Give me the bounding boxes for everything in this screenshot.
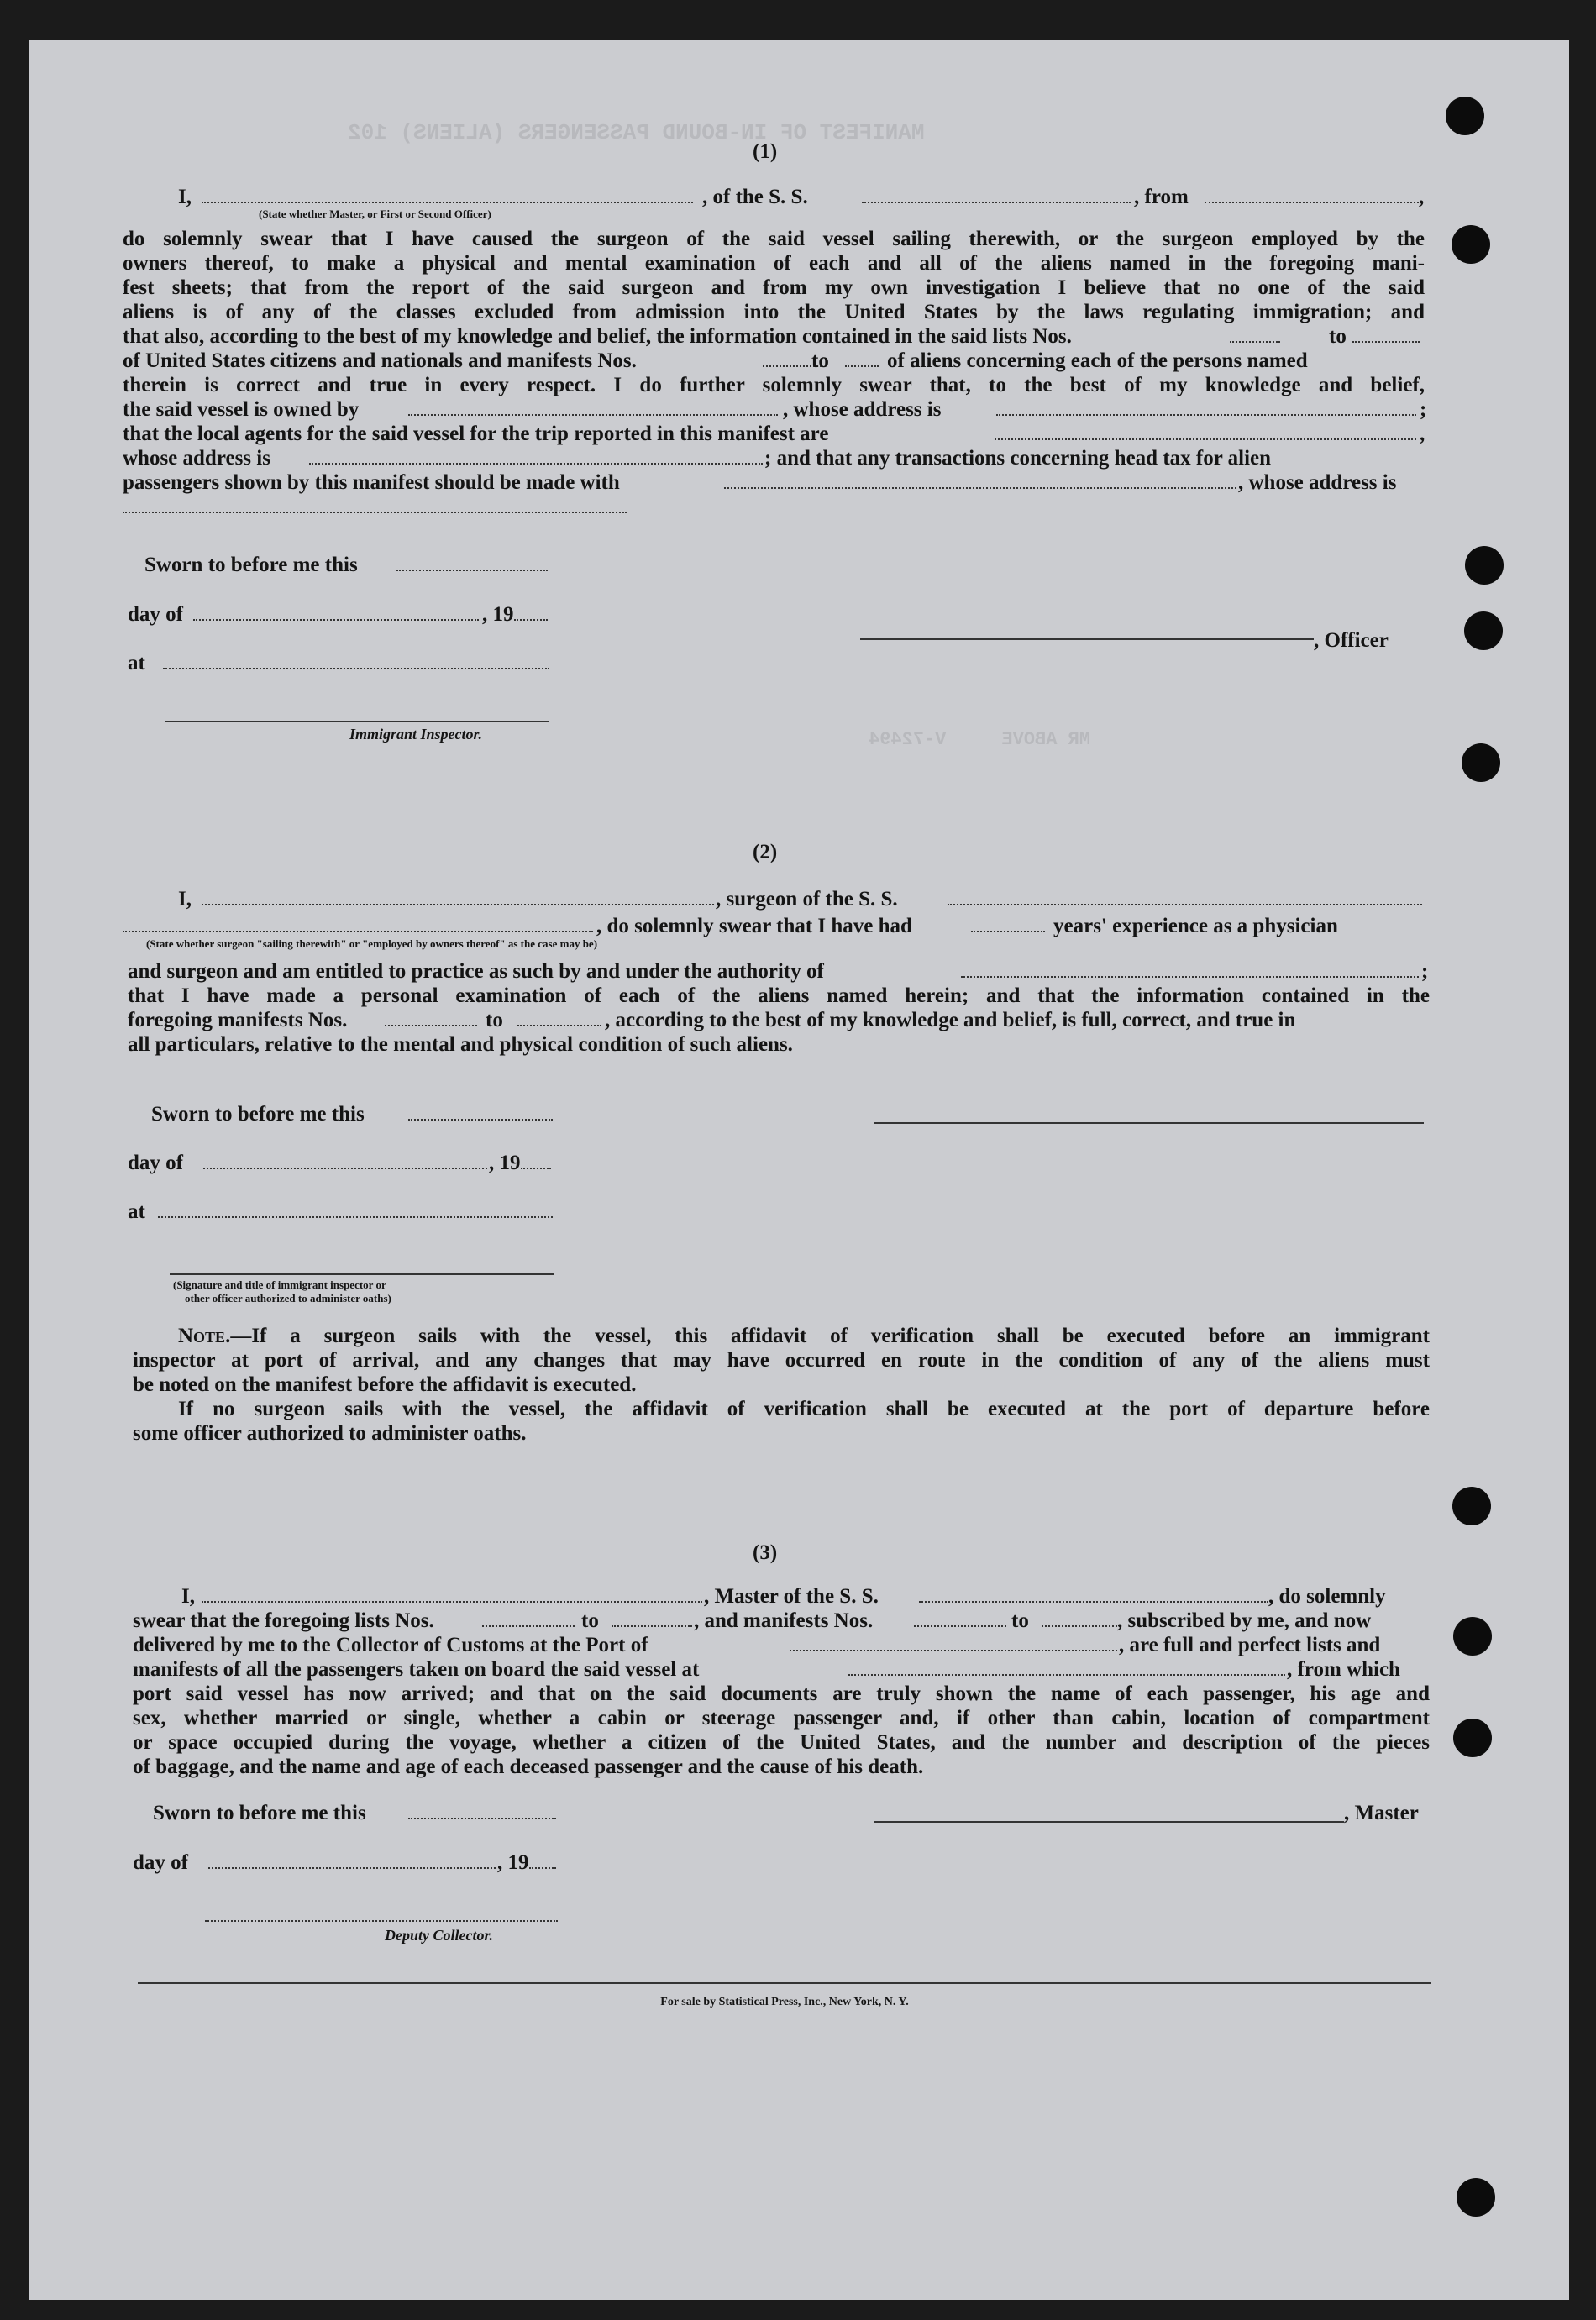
s1-para-line-10b: ; and that any transactions concerning head tax for alien <box>764 447 1272 470</box>
s1-from-field[interactable]: , <box>1205 185 1424 209</box>
s1-owner-field[interactable] <box>408 397 778 422</box>
s1-para-line-10a: whose address is <box>123 447 270 470</box>
s3-year-field[interactable] <box>529 1850 556 1875</box>
s3-vessel-field[interactable] <box>919 1584 1268 1609</box>
s1-at-field[interactable] <box>163 651 549 675</box>
punch-hole <box>1465 546 1504 585</box>
s1-day-field[interactable] <box>193 602 479 627</box>
note-line-2: inspector at port of arrival, and any changes that may have occurred en route in the condition of any of the aliens must <box>133 1349 1430 1372</box>
s3-line-6: sex, whether married or single, whether a cabin or steerage passenger and, if other than cabin, location of compartment <box>133 1707 1430 1730</box>
s1-agents-address-field[interactable] <box>309 446 763 470</box>
s3-master-of-label: , Master of the S. S. <box>704 1585 879 1608</box>
s1-manifest-to-label: to <box>811 349 829 372</box>
s2-at-label: at <box>128 1200 145 1223</box>
punch-hole <box>1452 225 1490 264</box>
s1-para-line-8b: , whose address is <box>783 398 942 421</box>
s2-line-5a: foregoing manifests Nos. <box>128 1009 348 1031</box>
s1-para-line-9b: , <box>1420 423 1425 445</box>
s3-line-4a: manifests of all the passengers taken on board the said vessel at <box>133 1658 700 1681</box>
punch-hole <box>1446 97 1484 135</box>
s2-sig-note-1: (Signature and title of immigrant inspector or <box>173 1278 386 1291</box>
s1-headtax-field[interactable] <box>724 470 1236 495</box>
s2-surgeon-name-field[interactable] <box>202 887 714 911</box>
s3-embark-port-field[interactable] <box>848 1657 1285 1682</box>
s1-year-field[interactable] <box>514 602 548 627</box>
s2-manifest-from-field[interactable] <box>385 1008 477 1032</box>
s3-line-7: or space occupied during the voyage, whether a citizen of the United States, and the number and description of the pieces <box>133 1731 1430 1754</box>
s2-sworn-field[interactable] <box>408 1102 553 1126</box>
s1-agents-field[interactable] <box>995 422 1416 446</box>
s2-vessel-field[interactable] <box>948 887 1422 911</box>
s1-of-ss-label: , of the S. S. <box>702 186 808 208</box>
punch-hole <box>1457 2178 1495 2217</box>
s1-para-line-1: do solemnly swear that I have caused the surgeon of the said vessel sailing therewith, or the surgeon employed by the <box>123 228 1425 250</box>
s1-headtax-address-field[interactable] <box>123 495 627 519</box>
s2-manifest-to-label: to <box>486 1009 503 1031</box>
s1-lists-to-label: to <box>1329 325 1347 348</box>
s3-manifest-from-field[interactable] <box>914 1609 1006 1633</box>
s3-day-field[interactable] <box>208 1850 496 1875</box>
s3-line-3b: , are full and perfect lists and <box>1119 1634 1381 1656</box>
s1-sworn-field[interactable] <box>396 553 548 577</box>
s2-inspector-signature-line[interactable] <box>170 1273 554 1275</box>
s1-para-line-9a: that the local agents for the said vessel for the trip reported in this manifest are <box>123 423 829 445</box>
s3-line-2e: , subscribed by me, and now <box>1117 1609 1372 1632</box>
s3-line-4b: , from which <box>1287 1658 1400 1681</box>
s3-i: I, <box>181 1585 195 1608</box>
s2-surgeon-of-label: , surgeon of the S. S. <box>716 888 898 911</box>
s3-year-label: , 19 <box>497 1851 529 1874</box>
s1-para-line-7: therein is correct and true in every respect. I do further solemnly swear that, to the best of my knowledge and belief, <box>123 374 1425 396</box>
s1-owner-address-field[interactable] <box>996 397 1416 422</box>
s3-line-3a: delivered by me to the Collector of Customs at the Port of <box>133 1634 648 1656</box>
s3-line-8: of baggage, and the name and age of each deceased passenger and the cause of his death. <box>133 1756 924 1778</box>
s3-master-label: , Master <box>1344 1802 1419 1824</box>
s3-line-2a: swear that the foregoing lists Nos. <box>133 1609 434 1632</box>
s1-para-line-11b: , whose address is <box>1238 471 1397 494</box>
s3-collector-signature-line[interactable] <box>205 1920 558 1922</box>
note-line-1: Note.—If a surgeon sails with the vessel, this affidavit of verification shall be executed before an immigrant <box>178 1325 1430 1347</box>
s2-sworn-label: Sworn to before me this <box>151 1103 365 1126</box>
s2-line-4: that I have made a personal examination of each of the aliens named herein; and that the information contained in the <box>128 984 1430 1007</box>
s2-line-6: all particulars, relative to the mental and physical condition of such aliens. <box>128 1033 793 1056</box>
s2-authority-field[interactable] <box>961 959 1419 984</box>
note-line-4: If no surgeon sails with the vessel, the affidavit of verification shall be executed at the port of departure before <box>178 1398 1430 1420</box>
s1-para-line-3: fest sheets; that from the report of the said surgeon and from my own investigation I believe that no one of the said <box>123 276 1425 299</box>
s1-officer-label: , Officer <box>1314 629 1389 652</box>
footer-printer-credit: For sale by Statistical Press, Inc., New York, N. Y. <box>660 1996 909 2008</box>
s1-inspector-signature-line[interactable] <box>165 721 549 722</box>
s1-para-line-4: aliens is of any of the classes excluded from admission into the United States by the laws regulating immigration; and <box>123 301 1425 323</box>
punch-hole <box>1453 1617 1492 1656</box>
s2-sig-note-2: other officer authorized to administer oaths) <box>185 1292 391 1304</box>
s2-i: I, <box>178 888 192 911</box>
s2-surgeon-note: (State whether surgeon "sailing therewith" or "employed by owners thereof" as the case may be) <box>146 937 598 950</box>
s1-para-line-6a: of United States citizens and nationals and manifests Nos. <box>123 349 637 372</box>
manifest-verification-page <box>29 40 1569 2300</box>
punch-hole <box>1462 743 1500 782</box>
s3-lists-to-label: to <box>581 1609 599 1632</box>
s2-day-label: day of <box>128 1152 183 1174</box>
s2-day-field[interactable] <box>203 1151 487 1175</box>
s2-surgeon-signature-line[interactable] <box>874 1122 1424 1124</box>
s3-manifest-to-label: to <box>1011 1609 1029 1632</box>
punch-hole <box>1452 1487 1491 1525</box>
s1-officer-signature-line[interactable] <box>860 638 1314 640</box>
s3-day-label: day of <box>133 1851 188 1874</box>
s1-lists-to-field[interactable] <box>1352 324 1420 349</box>
s1-line-1 <box>178 185 192 209</box>
s1-inspector-label: Immigrant Inspector. <box>349 726 483 743</box>
s3-sworn-field[interactable] <box>408 1801 556 1825</box>
punch-hole <box>1464 611 1503 650</box>
s1-para-line-11a: passengers shown by this manifest should be made with <box>123 471 620 494</box>
s2-year-label: , 19 <box>489 1152 521 1174</box>
s1-from-label: , from <box>1134 186 1189 208</box>
s3-master-signature-line[interactable] <box>874 1821 1344 1823</box>
s3-collector-label: Deputy Collector. <box>385 1927 493 1944</box>
s2-year-field[interactable] <box>521 1151 551 1175</box>
s2-experience-label: years' experience as a physician <box>1053 915 1338 937</box>
s1-at-label: at <box>128 652 145 674</box>
s1-vessel-field[interactable] <box>862 185 1131 209</box>
bleed-through-mid: MR ABOVE V-72494 <box>869 729 1091 750</box>
s1-para-line-5: that also, according to the best of my knowledge and belief, the information contained in the said lists Nos. <box>123 325 1072 348</box>
s3-lists-from-field[interactable] <box>482 1609 575 1633</box>
punch-hole <box>1453 1719 1492 1757</box>
s1-lists-from-field[interactable] <box>1230 324 1280 349</box>
section-2-number: (2) <box>753 841 778 863</box>
note-label: Note. <box>178 1325 231 1347</box>
section-3-number: (3) <box>753 1541 778 1564</box>
s2-line-3b: ; <box>1421 960 1429 983</box>
s2-manifest-to-field[interactable] <box>517 1008 601 1032</box>
s2-surgeon-type-field[interactable] <box>123 914 593 938</box>
s1-year-label: , 19 <box>482 603 514 626</box>
s1-i: I, <box>178 186 192 208</box>
s3-line-5: port said vessel has now arrived; and that on the said documents are truly shown the name of each passenger, his age and <box>133 1682 1430 1705</box>
section-1-number: (1) <box>753 140 778 163</box>
s3-manifest-to-field[interactable] <box>1042 1609 1117 1633</box>
s3-line-1c: , do solemnly <box>1268 1585 1386 1608</box>
note-line-3: be noted on the manifest before the affidavit is executed. <box>133 1373 637 1396</box>
footer-rule <box>138 1982 1431 1984</box>
s1-sworn-label: Sworn to before me this <box>144 554 358 576</box>
s2-swear-label: , do solemnly swear that I have had <box>596 915 912 937</box>
s2-years-field[interactable] <box>971 914 1045 938</box>
s1-para-line-6c: of aliens concerning each of the persons named <box>887 349 1308 372</box>
s3-port-field[interactable] <box>790 1633 1117 1657</box>
s1-officer-note: (State whether Master, or First or Second Officer) <box>259 207 491 220</box>
s1-officer-field[interactable] <box>202 185 693 209</box>
s3-master-name-field[interactable] <box>202 1584 702 1609</box>
s1-day-label: day of <box>128 603 183 626</box>
s3-line-2c: , and manifests Nos. <box>694 1609 874 1632</box>
bleed-through-header: MANIFEST OF IN-BOUND PASSENGERS (ALIENS) 102 <box>348 120 925 145</box>
s2-line-3a: and surgeon and am entitled to practice as such by and under the authority of <box>128 960 824 983</box>
s3-sworn-label: Sworn to before me this <box>153 1802 366 1824</box>
s2-at-field[interactable] <box>158 1199 553 1224</box>
s3-lists-to-field[interactable] <box>612 1609 692 1633</box>
s1-para-line-2: owners thereof, to make a physical and mental examination of each and all of the aliens named in the foregoing mani- <box>123 252 1425 275</box>
s1-para-line-8c: ; <box>1420 398 1427 421</box>
note-line-5: some officer authorized to administer oaths. <box>133 1422 527 1445</box>
s2-line-5c: , according to the best of my knowledge and belief, is full, correct, and true in <box>605 1009 1296 1031</box>
s1-manifest-to-field[interactable] <box>845 349 879 373</box>
s1-para-line-8a: the said vessel is owned by <box>123 398 360 421</box>
